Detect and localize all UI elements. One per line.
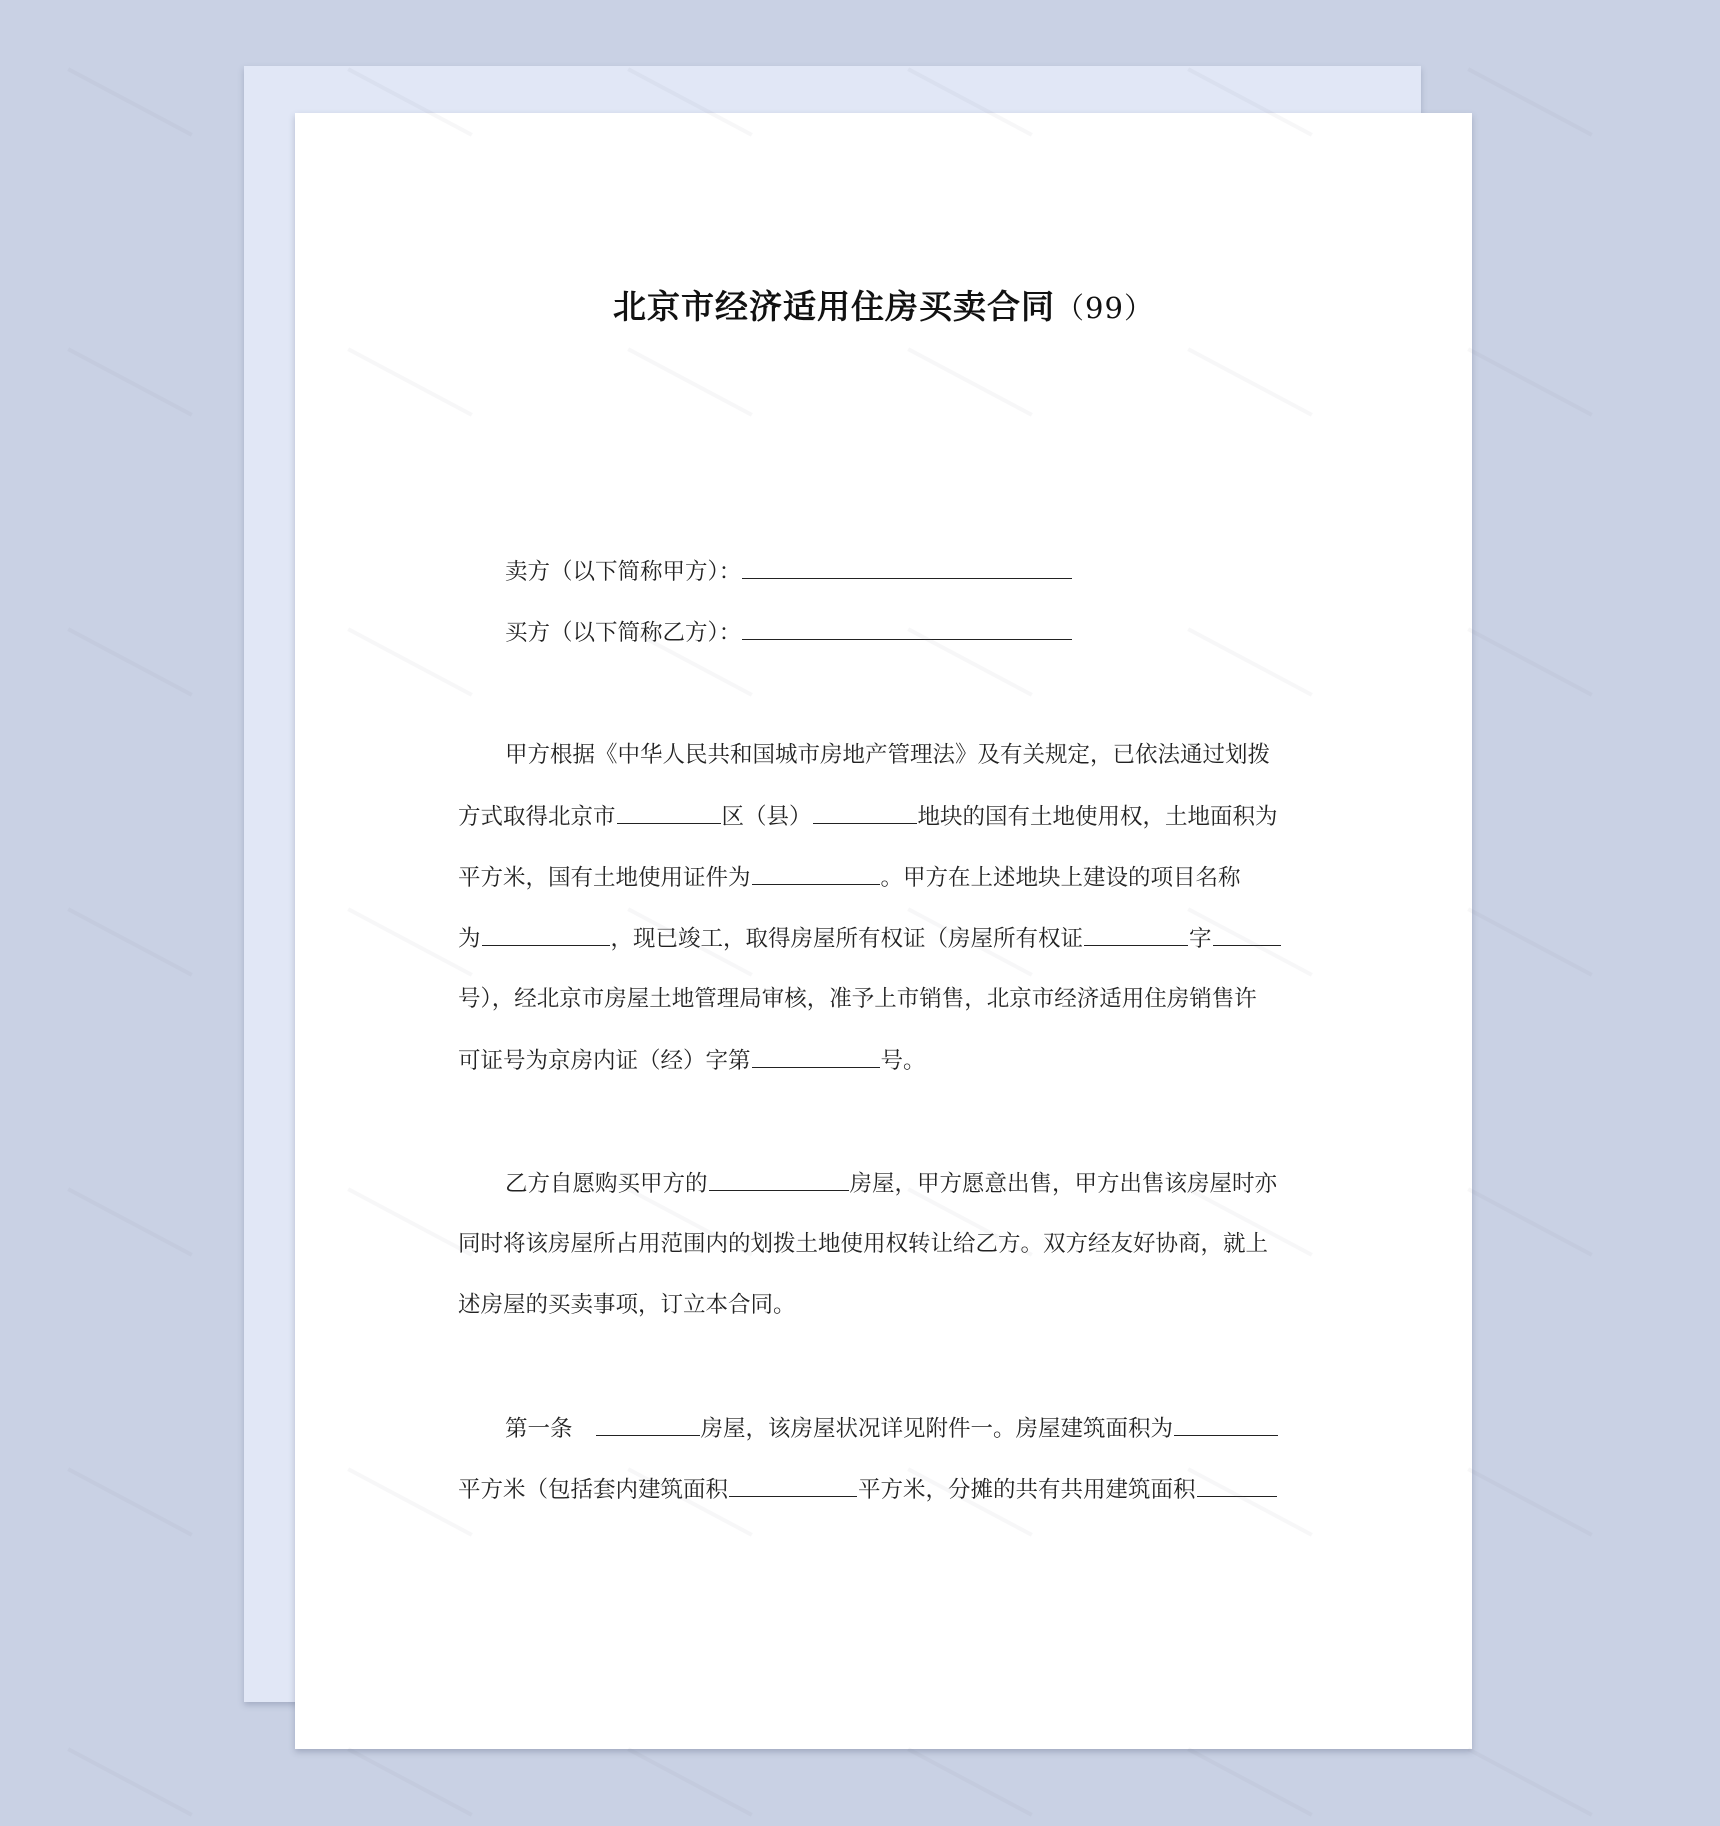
watermark-mark	[67, 67, 192, 136]
seller-label: 卖方（以下简称甲方）：	[505, 559, 742, 585]
article1-line1	[505, 1413, 1279, 1444]
district-blank[interactable]	[617, 801, 721, 824]
watermark-mark	[67, 907, 192, 976]
para2-text-2: 同时将该房屋所占用范围内的划拨土地使用权转让给乙方。双方经友好协商，就上	[458, 1231, 1269, 1257]
article1-text-2a: 平方米（包括套内建筑面积	[458, 1477, 729, 1503]
para2-text-1a: 乙方自愿购买甲方的	[505, 1171, 708, 1197]
watermark-mark	[1467, 1467, 1592, 1536]
para1-text-6a: 可证号为京房内证（经）字第	[458, 1048, 751, 1074]
watermark-mark	[1467, 1747, 1592, 1816]
article1-line2	[458, 1474, 1278, 1505]
watermark-mark	[1187, 1747, 1312, 1816]
para1-text-1: 甲方根据《中华人民共和国城市房地产管理法》及有关规定，已依法通过划拨	[505, 742, 1271, 768]
plot-blank[interactable]	[813, 801, 917, 824]
house-blank[interactable]	[709, 1168, 849, 1191]
para1-line4	[458, 923, 1282, 954]
document-page	[295, 113, 1472, 1749]
watermark-mark	[1467, 907, 1592, 976]
buyer-blank[interactable]	[742, 617, 1072, 640]
ownership-no-blank[interactable]	[1213, 923, 1281, 946]
para1-text-2c: 地块的国有土地使用权，土地面积为	[917, 804, 1278, 830]
building-area-blank[interactable]	[1174, 1413, 1278, 1436]
watermark-mark	[1467, 67, 1592, 136]
land-cert-blank[interactable]	[752, 862, 880, 885]
article1-house-blank[interactable]	[596, 1413, 700, 1436]
para2-text-1b: 房屋，甲方愿意出售，甲方出售该房屋时亦	[849, 1171, 1278, 1197]
para1-line1	[505, 740, 1270, 770]
para1-text-3a: 平方米，国有土地使用证件为	[458, 865, 751, 891]
ownership-cert-blank[interactable]	[1084, 923, 1188, 946]
para1-line5	[458, 984, 1257, 1014]
article1-heading: 第一条	[505, 1416, 573, 1442]
para1-line2	[458, 801, 1278, 832]
title-version: （99）	[1055, 291, 1154, 325]
para1-text-5: 号），经北京市房屋土地管理局审核，准予上市销售，北京市经济适用住房销售许	[458, 986, 1257, 1012]
watermark-mark	[1467, 347, 1592, 416]
buyer-line	[505, 617, 1073, 648]
watermark-mark	[627, 1747, 752, 1816]
para1-text-2b: 区（县）	[721, 804, 812, 830]
title-text: 北京市经济适用住房买卖合同	[613, 287, 1056, 326]
watermark-mark	[1467, 627, 1592, 696]
para1-line6	[458, 1045, 926, 1076]
para1-line3	[458, 862, 1241, 893]
para1-text-4a: 为	[458, 926, 481, 952]
para1-text-4b: ，现已竣工，取得房屋所有权证（房屋所有权证	[610, 926, 1084, 952]
watermark-mark	[67, 1747, 192, 1816]
para2-line2	[458, 1229, 1268, 1259]
project-name-blank[interactable]	[482, 923, 610, 946]
watermark-mark	[67, 1467, 192, 1536]
watermark-mark	[67, 1187, 192, 1256]
para1-text-6b: 号。	[880, 1048, 926, 1074]
inner-area-blank[interactable]	[729, 1474, 857, 1497]
watermark-mark	[67, 347, 192, 416]
buyer-label: 买方（以下简称乙方）：	[505, 620, 742, 646]
shared-area-blank[interactable]	[1197, 1474, 1277, 1497]
para2-text-3: 述房屋的买卖事项，订立本合同。	[458, 1292, 796, 1318]
article1-text-2b: 平方米，分摊的共有共用建筑面积	[858, 1477, 1196, 1503]
para1-text-3b: 。甲方在上述地块上建设的项目名称	[880, 865, 1241, 891]
seller-blank[interactable]	[742, 556, 1072, 579]
seller-line	[505, 556, 1073, 587]
watermark-mark	[1467, 1187, 1592, 1256]
watermark-mark	[347, 1747, 472, 1816]
article1-text-1b: 房屋，该房屋状况详见附件一。房屋建筑面积为	[700, 1416, 1174, 1442]
watermark-mark	[67, 627, 192, 696]
sales-permit-blank[interactable]	[752, 1045, 880, 1068]
watermark-mark	[907, 1747, 1032, 1816]
para1-text-2a: 方式取得北京市	[458, 804, 616, 830]
para2-line3	[458, 1290, 796, 1320]
para2-line1	[505, 1168, 1277, 1199]
document-title	[295, 281, 1472, 328]
para1-text-4c: 字	[1189, 926, 1212, 952]
